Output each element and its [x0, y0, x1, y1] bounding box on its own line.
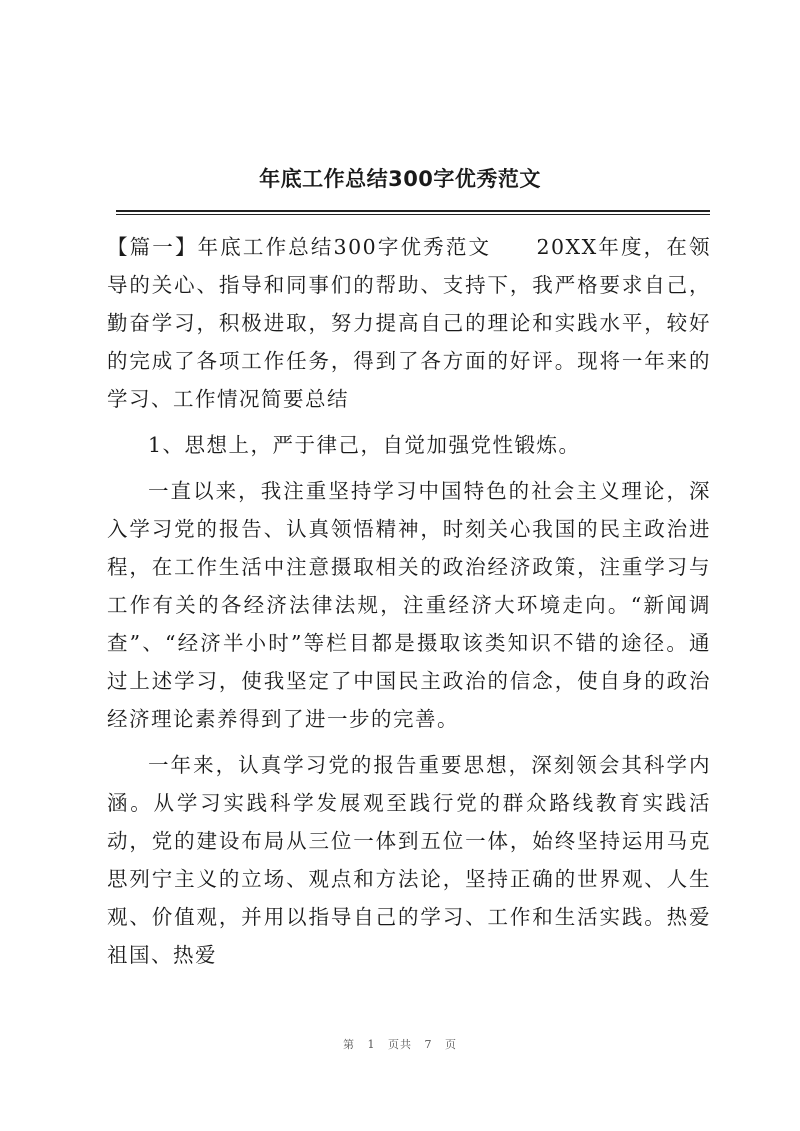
- document-title: 年底工作总结300字优秀范文: [259, 167, 541, 191]
- paragraph-heading-1: 1、思想上，严于律己，自觉加强党性锻炼。: [148, 433, 581, 457]
- paragraph-year: 一年来，认真学习党的报告重要思想，深刻领会其科学内涵。从学习实践科学发展观至践行党的群众路线教育实践活动，党的建设布局从三位一体到五位一体，始终坚持运用马克思列宁主义的立场、观点和方法论，坚持正确的世界观、人生观、价值观，并用以指导自己的学习、工作和生活实践。热爱祖国、热爱: [107, 753, 711, 967]
- page-footer: [0, 1036, 800, 1052]
- footer-prefix: 第: [343, 1038, 355, 1051]
- footer-middle: 页共: [388, 1038, 412, 1051]
- paragraph-study: 一直以来，我注重坚持学习中国特色的社会主义理论，深入学习党的报告、认真领悟精神，时刻关心我国的民主政治进程，在工作生活中注意摄取相关的政治经济政策，注重学习与工作有关的各经济法律法规，注重经济大环境走向。“新闻调查”、“经济半小时”等栏目都是摄取该类知识不错的途径。通过上述学习，使我坚定了中国民主政治的信念，使自身的政治经济理论素养得到了进一步的完善。: [107, 479, 711, 731]
- footer-suffix: 页: [445, 1038, 457, 1051]
- paragraph-intro: 【篇一】年底工作总结300字优秀范文 20XX年度，在领导的关心、指导和同事们的帮助、支持下，我严格要求自己，勤奋学习，积极进取，努力提高自己的理论和实践水平，较好的完成了各项工作任务，得到了各方面的好评。现将一年来的学习、工作情况简要总结: [107, 235, 711, 411]
- document-body: [107, 228, 711, 982]
- title-rule: [116, 210, 710, 212]
- footer-page-number: 1: [367, 1038, 376, 1051]
- footer-total-pages: 7: [424, 1038, 433, 1051]
- title-rule-thin: [116, 214, 710, 215]
